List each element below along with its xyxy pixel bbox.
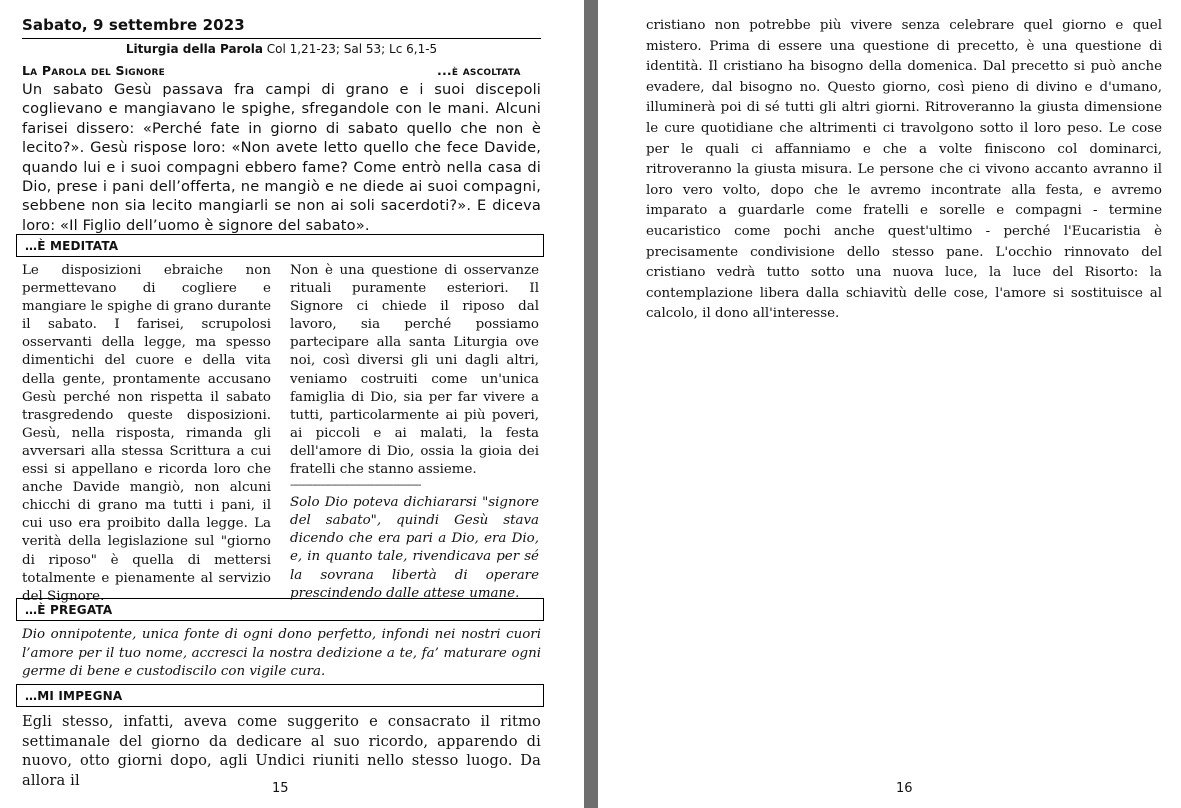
- page-left: [0, 0, 584, 808]
- liturgy-label: Liturgia della Parola: [125, 42, 263, 56]
- section-meditated-title: …È MEDITATA: [25, 239, 119, 253]
- word-title: La Parola del Signore: [22, 63, 165, 78]
- liturgy-refs: Col 1,21-23; Sal 53; Lc 6,1-5: [262, 42, 438, 56]
- section-prayed-header: [16, 598, 544, 621]
- meditated-column-2: [290, 262, 539, 603]
- commitment-text-start: Egli stesso, infatti, aveva come suggerito e consacrato il ritmo settimanale del giorno da dedicare al suo ricordo, apparendo di nuovo, otto giorni dopo, agli Undici riuniti nello stesso luogo. Da allora il: [22, 713, 541, 789]
- gospel-text: Un sabato Gesù passava fra campi di grano e i suoi discepoli coglievano e mangiavano le spighe, sfregandole con le mani. Alcuni farisei dissero: «Perché fate in giorno di sabato quello che non è lecito?». Gesù rispose loro: «Non avete letto quello che fece Davide, quando lui e i suoi compagni ebbero fame? Come entrò nella casa di Dio, prese i pani dell’offerta, ne mangiò e ne diede ai suoi compagni, sebbene non sia lecito mangiarli se non ai soli sacerdoti?». E diceva loro: «Il Figlio dell’uomo è signore del sabato».: [22, 81, 541, 234]
- page-divider: [584, 0, 598, 808]
- commitment-text-continued: cristiano non potrebbe più vivere senza celebrare quel giorno e quel mistero. Prima di essere una questione di precetto, è una questione di identità. Il cristiano ha bisogno della domenica. Dal precetto si può anche evadere, dal bisogno no. Questo giorno, così pieno di divino e d'umano, illuminerà poi di sé tutti gli altri giorni. Ritroveranno la giusta dimensione le cure quotidiane che altrimenti ci travolgono sotto il loro peso. Le cose per le quali ci affanniamo e che a volte finiscono col dominarci, ritroveranno la giusta misura. Le persone che ci vivono accanto avranno il loro vero volto, dopo che le avremo incontrate alla festa, e avremo imparato a guardarle come fratelli e sorelle e compagni - termine eucaristico come pochi anche quest'ultimo - perché l'Eucaristia è precisamente condivisione dello stesso pane. L'occhio rinnovato del cristiano vedrà tutto sotto una nuova luce, la luce del Risorto: la contemplazione libera dalla schiavitù delle cose, l'amore si sostituisce al calcolo, il dono all'interesse.: [646, 18, 1162, 322]
- meditated-column-2-text: Non è una questione di osservanze rituali puramente esteriori. Il Signore ci chiede il riposo dal lavoro, sia perché possiamo partecipare alla santa Liturgia ove noi, così diversi gli uni dagli altri, veniamo costruiti come un'unica famiglia di Dio, sia per far vivere a tutti, particolarmente ai più poveri, ai piccoli e ai malati, la festa dell'amore di Dio, ossia la gioia dei fratelli che stanno assieme.: [290, 263, 539, 478]
- liturgy-line: [22, 42, 541, 56]
- meditated-column-1: Le disposizioni ebraiche non permettevano di cogliere e mangiare le spighe di grano durante il sabato. I farisei, scrupolosi osservanti della legge, ma spesso dimentichi del cuore e della vita della gente, prontamente accusano Gesù perché non rispetta il sabato trasgredendo queste disposizioni. Gesù, nella risposta, rimanda gli avversari alla stessa Scrittura a cui essi si appellano e ricorda loro che anche Davide mangiò, non alcuni chicchi di grano ma tutti i pani, il cui uso era proibito dalla legge. La verità della legislazione sul "giorno di riposo" è quella di mettersi totalmente e pienamente al servizio del Signore.: [22, 263, 271, 604]
- separator-line: ------------------------------------------------: [290, 479, 421, 492]
- page-number-left: 15: [272, 781, 289, 796]
- meditated-note: Solo Dio poteva dichiararsi "signore del sabato", quindi Gesù stava dicendo che era pari a Dio, era Dio, e, in quanto tale, rivendicava per sé la sovrana libertà di operare prescindendo dalle attese umane.: [290, 495, 539, 601]
- section-meditated-header: [16, 234, 544, 257]
- page-number-right: 16: [896, 781, 913, 796]
- page-right: [598, 0, 1181, 808]
- prayer-text: Dio onnipotente, unica fonte di ogni dono perfetto, infondi nei nostri cuori l’amore per il tuo nome, accresci la nostra dedizione a te, fa’ maturare ogni germe di bene e custodiscilo con vigile cura.: [22, 627, 541, 679]
- header-rule: [22, 38, 541, 39]
- section-prayed-title: …È PREGATA: [25, 603, 113, 617]
- word-subtitle: ...è ascoltata: [437, 63, 521, 78]
- section-commits-title: …MI IMPEGNA: [25, 689, 123, 703]
- date-heading: Sabato, 9 settembre 2023: [22, 16, 245, 34]
- section-commits-header: [16, 684, 544, 707]
